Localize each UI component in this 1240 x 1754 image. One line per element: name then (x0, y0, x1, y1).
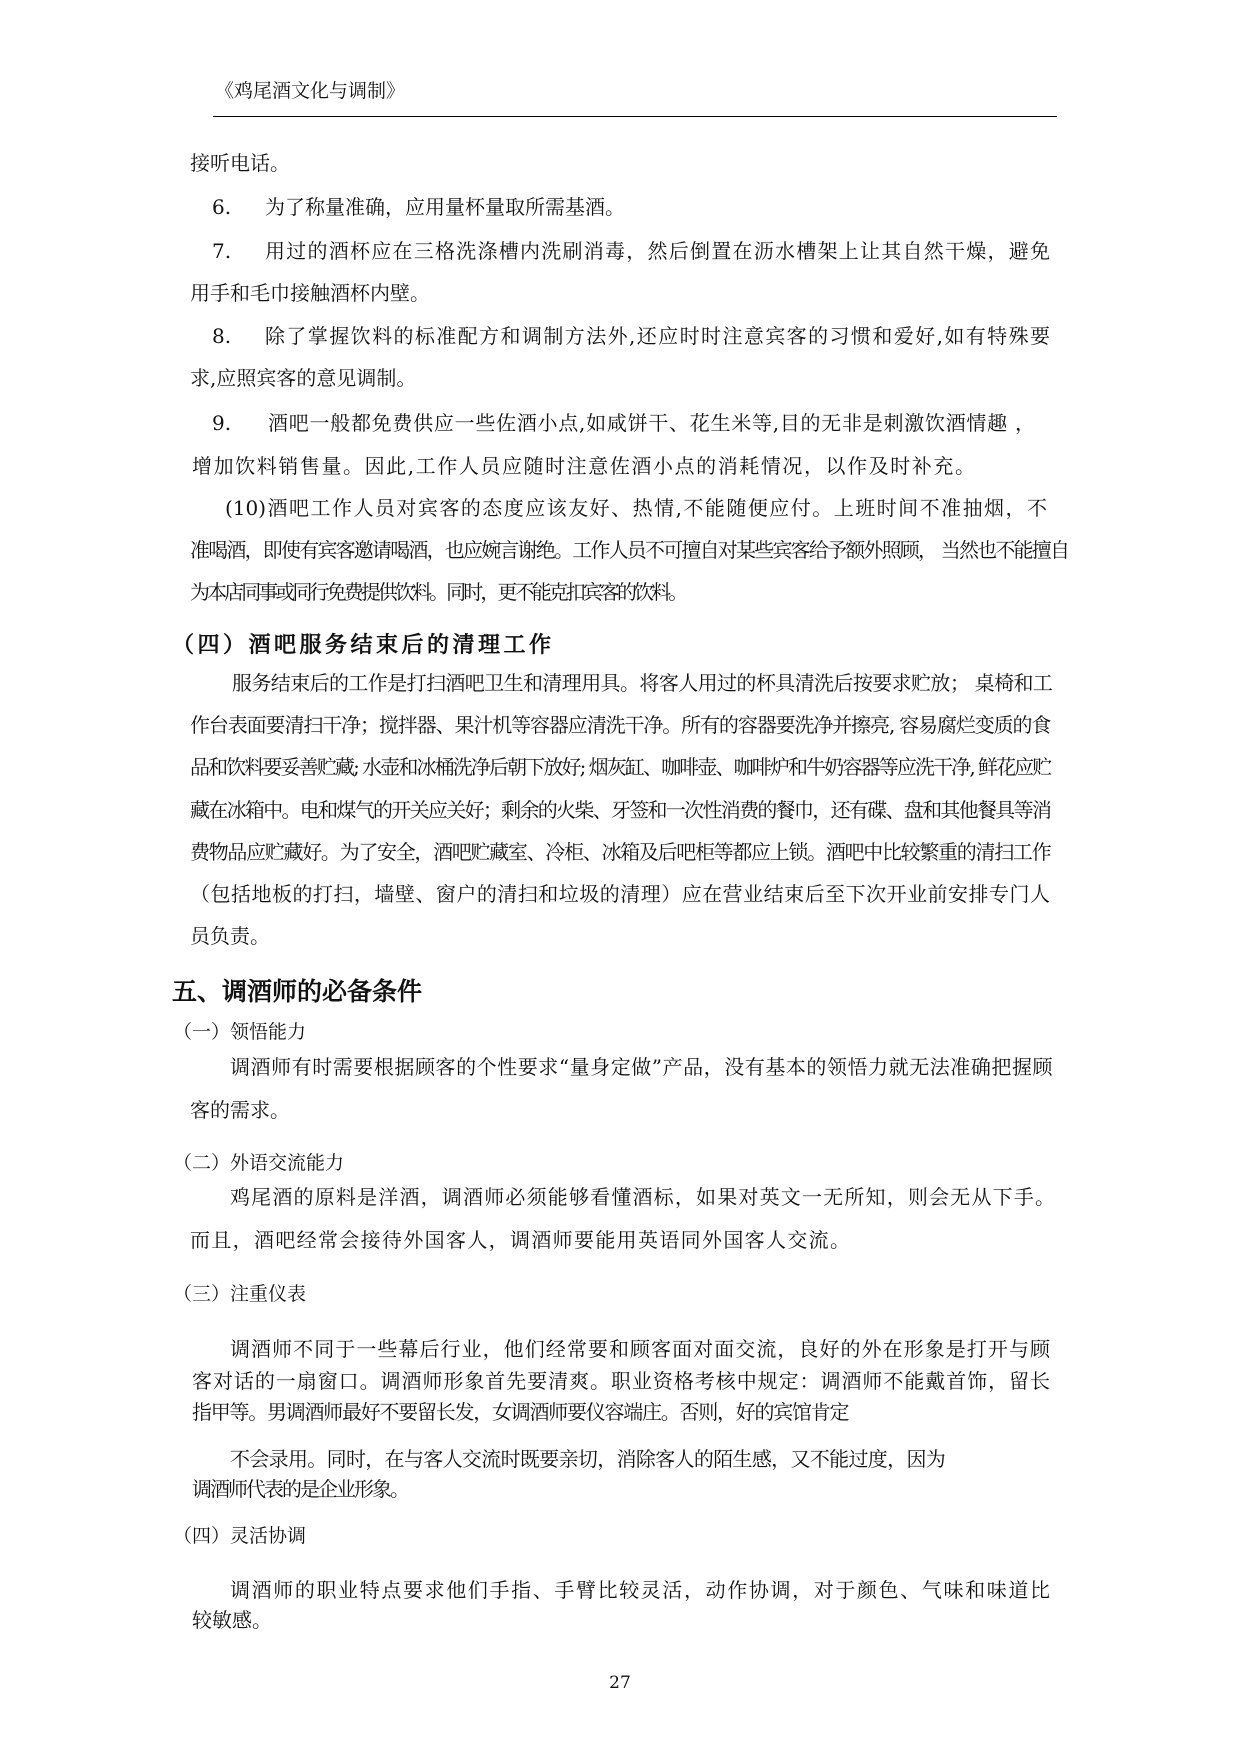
paragraph-line: 客对话的一扇窗口。调酒师形象首先要清爽。职业资格考核中规定：调酒师不能戴首饰，留长 (192, 1369, 1050, 1393)
item-line-text: 酒吧工作人员对宾客的态度应该友好、热情,不能随便应付。上班时间不准抽烟，不 (266, 496, 1047, 520)
paragraph-line: 而且，酒吧经常会接待外国客人，调酒师要能用英语同外国客人交流。 (190, 1228, 850, 1252)
running-header-title: 《鸡尾酒文化与调制》 (215, 80, 406, 102)
item-line: 除了掌握饮料的标准配方和调制方法外,还应时时注意宾客的习惯和爱好,如有特殊要 (265, 324, 1050, 348)
item-line: 酒吧一般都免费供应一些佐酒小点,如咸饼干、花生米等,目的无非是刺激饮酒情趣 ， (268, 411, 1035, 435)
item-line: 为本店同事或同行免费提供饮料。同时，更不能克扣宾客的饮料。 (190, 580, 685, 604)
header-rule (213, 116, 1057, 117)
paragraph-line: 费物品应贮藏好。为了安全，酒吧贮藏室、冷柜、冰箱及后吧柜等都应上锁。酒吧中比较繁重的清扫工作 (190, 840, 1050, 864)
subsection-title: （三）注重仪表 (173, 1283, 307, 1305)
paragraph-line: 品和饮料要妥善贮藏; 水壶和冰桶洗净后朝下放好; 烟灰缸、咖啡壶、咖啡炉和牛奶容器等应洗干净, 鲜花应贮 (190, 755, 1050, 779)
paragraph-line: （包括地板的打扫，墙壁、窗户的清扫和垃圾的清理）应在营业结束后至下次开业前安排专门人 (190, 882, 1050, 906)
item-line (225, 496, 1047, 520)
paragraph-line: 员负责。 (190, 924, 270, 948)
paragraph-line: 调酒师有时需要根据顾客的个性要求“量身定做”产品，没有基本的领悟力就无法准确把握顾 (230, 1055, 1052, 1079)
paragraph-line: 调酒师不同于一些幕后行业，他们经常要和顾客面对面交流，良好的外在形象是打开与顾 (230, 1337, 1050, 1361)
page-number: 27 (609, 1673, 631, 1693)
section-heading: （四）酒吧服务结束后的清理工作 (172, 633, 555, 658)
chapter-heading: 五、调酒师的必备条件 (172, 977, 423, 1006)
item-line: 为了称量准确，应用量杯量取所需基酒。 (265, 195, 625, 219)
paragraph-line: 鸡尾酒的原料是洋酒，调酒师必须能够看懂酒标，如果对英文一无所知，则会无从下手。 (230, 1185, 1055, 1209)
subsection-title: （二）外语交流能力 (173, 1152, 345, 1174)
paragraph-line: 藏在冰箱中。电和煤气的开关应关好；剩余的火柴、牙签和一次性消费的餐巾，还有碟、盘和其他餐具等消 (190, 798, 1050, 822)
item-number: 7. (212, 239, 232, 263)
item-line: 用过的酒杯应在三格洗涤槽内洗刷消毒，然后倒置在沥水槽架上让其自然干燥，避免 (265, 239, 1050, 263)
paragraph-line: 客的需求。 (190, 1098, 290, 1122)
subsection-title: （四）灵活协调 (173, 1525, 307, 1547)
item-line: 增加饮料销售量。因此,工作人员应随时注意佐酒小点的消耗情况，以作及时补充。 (192, 454, 975, 478)
item-number: 6. (212, 195, 232, 219)
item-number: 9. (212, 411, 232, 435)
continuation-line: 接听电话。 (190, 151, 290, 175)
item-line: 准喝酒，即使有宾客邀请喝酒，也应婉言谢绝。工作人员不可擅自对某些宾客给予额外照顾， 当然也不能擅自 (190, 538, 1069, 562)
item-number: (10) (225, 496, 267, 520)
item-line: 用手和毛巾接触酒杯内壁。 (190, 281, 430, 305)
item-line: 求,应照宾客的意见调制。 (190, 366, 417, 390)
subsection-title: （一）领悟能力 (173, 1021, 307, 1043)
item-number: 8. (212, 324, 232, 348)
paragraph-line: 指甲等。男调酒师最好不要留长发，女调酒师要仪容端庄。否则，好的宾馆肯定 (192, 1400, 848, 1424)
paragraph-line: 调酒师的职业特点要求他们手指、手臂比较灵活，动作协调，对于颜色、气味和味道比 (230, 1578, 1050, 1602)
paragraph-line: 作台表面要清扫干净；搅拌器、果汁机等容器应清洗干净。所有的容器要洗净并擦亮, 容易腐烂变质的食 (190, 713, 1050, 737)
paragraph-line: 不会录用。同时，在与客人交流时既要亲切，消除客人的陌生感，又不能过度，因为 (230, 1447, 945, 1471)
paragraph-line: 调酒师代表的是企业形象。 (192, 1477, 408, 1501)
paragraph-line: 服务结束后的工作是打扫酒吧卫生和清理用具。将客人用过的杯具清洗后按要求贮放； 桌椅和工 (232, 671, 1052, 695)
paragraph-line: 较敏感。 (192, 1608, 272, 1632)
